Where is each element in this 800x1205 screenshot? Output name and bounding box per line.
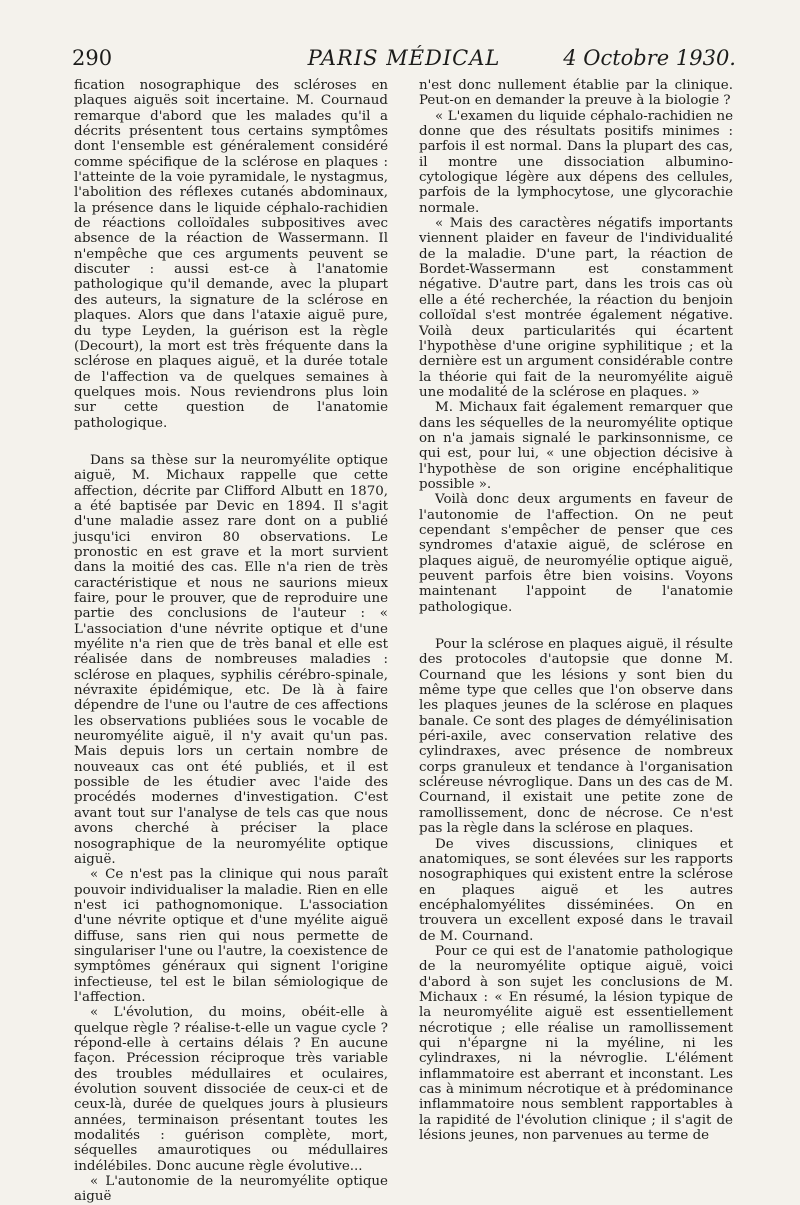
paragraph: « L'autonomie de la neuromyélite optique aiguë: [74, 1174, 388, 1205]
paragraph: « Ce n'est pas la clinique qui nous paraît pouvoir individualiser la maladie. Rien en elle n'est ici pathognomonique. L'association d'une névrite optique et d'une myélite aiguë diffuse, sans rien qui nous permette de singulariser l'une ou l'autre, la coexistence de symptômes généraux qui signent l'origine infectieuse, tel est le bilan sémiologique de l'affection.: [74, 867, 388, 1005]
paragraph: « L'évolution, du moins, obéit-elle à quelque règle ? réalise-t-elle un vague cycle ? répond-elle à certains délais ? En aucune façon. Précession réciproque très variable des troubles médullaires et oculaires, évolution souvent dissociée de ceux-ci et de ceux-là, durée de quelques jours à plusieurs années, terminaison présentant toutes les modalités : guérison complète, mort, séquelles amaurotiques ou médullaires indélébiles. Donc aucune règle évolutive...: [74, 1005, 388, 1174]
right-column: [419, 78, 733, 1143]
left-column: [74, 78, 388, 1205]
journal-title: PARIS MÉDICAL: [307, 46, 501, 70]
paragraph: fication nosographique des scléroses en plaques aiguës soit incertaine. M. Cournaud remarque d'abord que les malades qu'il a décrits présentent tous certains symptômes dont l'ensemble est généralement considéré comme spécifique de la sclérose en plaques : l'atteinte de la voie pyramidale, le nystagmus, l'abolition des réflexes cutanés abdominaux, la présence dans le liquide céphalo-rachidien de réactions colloïdales subpositives avec absence de la réaction de Wassermann. Il n'empêche que ces arguments peuvent se discuter : aussi est-ce à l'anatomie pathologique qu'il demande, avec la plupart des auteurs, la signature de la sclérose en plaques. Alors que dans l'ataxie aiguë pure, du type Leyden, la guérison est la règle (Decourt), la mort est très fréquente dans la sclérose en plaques aiguë, et la durée totale de l'affection va de quelques semaines à quelques mois. Nous reviendrons plus loin sur cette question de l'anatomie pathologique.: [74, 78, 388, 431]
paragraph: « Mais des caractères négatifs importants viennent plaider en faveur de l'individualité de la maladie. D'une part, la réaction de Bordet-Wassermann est constamment négative. D'autre part, dans les trois cas où elle a été recherchée, la réaction du benjoin colloïdal s'est montrée également négative. Voilà deux particularités qui écartent l'hypothèse d'une origine syphilitique ; et la dernière est un argument considérable contre la théorie qui fait de la neuromyélite aiguë une modalité de la sclérose en plaques. »: [419, 216, 733, 400]
paragraph: « L'examen du liquide céphalo-rachidien ne donne que des résultats positifs minimes : parfois il est normal. Dans la plupart des cas, il montre une dissociation albumino-cytologique légère aux dépens des cellules, parfois de la lymphocytose, une glycorachie normale.: [419, 108, 733, 216]
page-number: 290: [72, 46, 113, 70]
paragraph: Pour la sclérose en plaques aiguë, il résulte des protocoles d'autopsie que donne M. Cournand que les lésions y sont bien du même type que celles que l'on observe dans les plaques jeunes de la sclérose en plaques banale. Ce sont des plages de démyélinisation péri-axile, avec conservation relative des cylindraxes, avec présence de nombreux corps granuleux et tendance à l'organisation scléreuse névroglique. Dans un des cas de M. Cournand, il existait une petite zone de ramollissement, donc de nécrose. Ce n'est pas la règle dans la sclérose en plaques.: [419, 637, 733, 837]
paragraph: Pour ce qui est de l'anatomie pathologique de la neuromyélite optique aiguë, voici d'abord à son sujet les conclusions de M. Michaux : « En résumé, la lésion typique de la neuromyélite aiguë est essentiellement nécrotique ; elle réalise un ramollissement qui n'épargne ni la myéline, ni les cylindraxes, ni la névroglie. L'élément inflammatoire est aberrant et inconstant. Les cas à minimum nécrotique et à prédominance inflammatoire nous semblent rapportables à la rapidité de l'évolution clinique ; il s'agit de lésions jeunes, non parvenues au terme de: [419, 943, 733, 1144]
issue-date: 4 Octobre 1930.: [563, 46, 736, 70]
paragraph: n'est donc nullement établie par la clinique. Peut-on en demander la preuve à la biologie ?: [419, 78, 733, 109]
page-header: [72, 46, 736, 74]
paragraph: De vives discussions, cliniques et anatomiques, se sont élevées sur les rapports nosographiques qui existent entre la sclérose en plaques aiguë et les autres encéphalomyélites disséminées. On en trouvera un excellent exposé dans le travail de M. Cournand.: [419, 836, 733, 944]
paragraph: Dans sa thèse sur la neuromyélite optique aiguë, M. Michaux rappelle que cette affection, décrite par Clifford Albutt en 1870, a été baptisée par Devic en 1894. Il s'agit d'une maladie assez rare dont on a publié jusqu'ici environ 80 observations. Le pronostic en est grave et la mort survient dans la moitié des cas. Elle n'a rien de très caractéristique et nous ne saurions mieux faire, pour le prouver, que de reproduire une partie des conclusions de l'auteur : « L'association d'une névrite optique et d'une myélite n'a rien que de très banal et elle est réalisée dans de nombreuses maladies : sclérose en plaques, syphilis cérébro-spinale, névraxite épidémique, etc. De là à faire dépendre de l'une ou l'autre de ces affections les observations publiées sous le vocable de neuromyélite aiguë, il n'y avait qu'un pas. Mais depuis lors un certain nombre de nouveaux cas ont été publiés, et il est possible de les étudier avec l'aide des procédés modernes d'investigation. C'est avant tout sur l'analyse de tels cas que nous avons cherché à préciser la place nosographique de la neuromyélite optique aiguë.: [74, 452, 388, 867]
paragraph: Voilà donc deux arguments en faveur de l'autonomie de l'affection. On ne peut cependant s'empêcher de penser que ces syndromes d'ataxie aiguë, de sclérose en plaques aiguë, de neuromyélie optique aiguë, peuvent parfois être bien voisins. Voyons maintenant l'appoint de l'anatomie pathologique.: [419, 492, 733, 615]
paragraph: M. Michaux fait également remarquer que dans les séquelles de la neuromyélite optique on n'a jamais signalé le parkinsonnisme, ce qui est, pour lui, « une objection décisive à l'hypothèse de son origine encéphalitique possible ».: [419, 400, 733, 492]
